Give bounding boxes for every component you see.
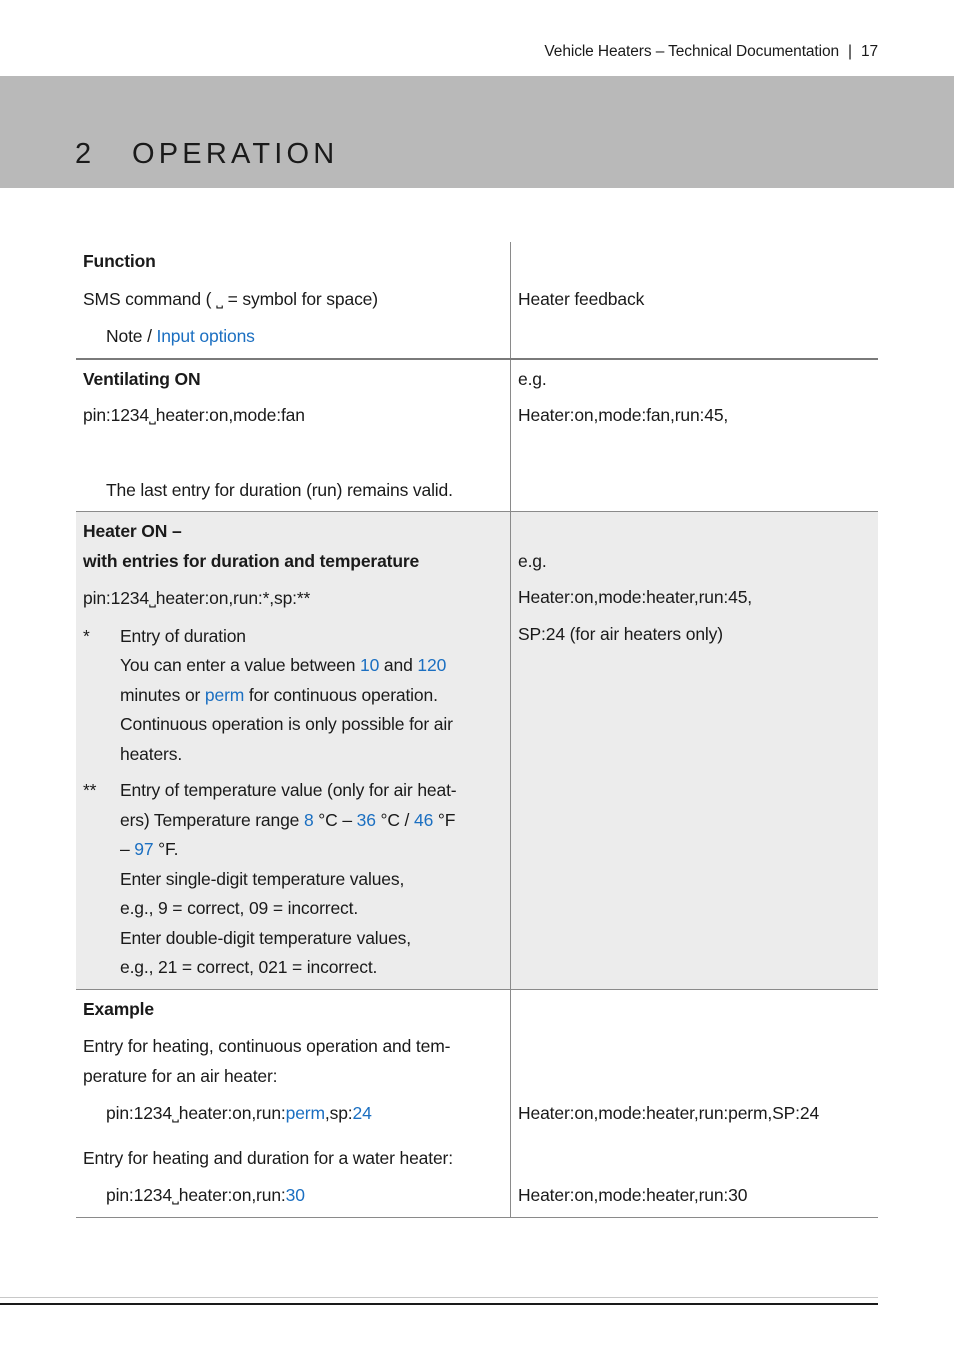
heater-on-title-line2: with entries for duration and temperature: [83, 550, 420, 571]
heater-on-feedback-cell: [511, 512, 878, 989]
double-digit-example: e.g., 21 = correct, 021 = incorrect.: [120, 957, 378, 977]
temperature-range-line: ers) Temperature range 8 °C – 36 °C / 46 °F: [120, 809, 456, 830]
temperature-line1: Entry of temperature value (only for air heat-: [120, 780, 457, 800]
example-run-value: 30: [285, 1185, 305, 1205]
footnote-temperature: [83, 776, 502, 983]
heater-on-title-line1: Heater ON –: [83, 521, 182, 541]
note-prefix: Note /: [106, 326, 157, 346]
chapter-heading: [75, 138, 338, 171]
running-head: [544, 43, 878, 61]
example-command2: pin:1234˽heater:on,run:30: [106, 1185, 305, 1205]
duration-note-line1: Continuous operation is only possible for air: [120, 714, 453, 734]
table-row-example: [76, 990, 878, 1218]
example-feedback-cell: [511, 990, 878, 1217]
note-input-options: [83, 322, 502, 352]
heater-on-command: pin:1234˽heater:on,run:*,sp:**: [83, 588, 311, 608]
chapter-band: [0, 76, 954, 188]
heater-on-feedback-line2: SP:24 (for air heaters only): [518, 623, 723, 644]
footnote-mark-single: *: [83, 625, 90, 646]
ventilating-note: The last entry for duration (run) remains valid.: [106, 479, 453, 500]
header-cell-feedback: [511, 242, 878, 358]
ventilating-title: Ventilating ON: [83, 368, 201, 389]
chapter-number: 2: [75, 138, 92, 170]
duration-perm-line: minutes or perm for continuous operation.: [120, 684, 438, 705]
ventilating-feedback: Heater:on,mode:fan,run:45,: [518, 405, 729, 425]
footer-rule-thin: [0, 1297, 878, 1298]
header-cell-function: [76, 242, 511, 358]
single-digit-example: e.g., 9 = correct, 09 = incorrect.: [120, 898, 359, 918]
temp-min-f: 46: [413, 809, 434, 830]
duration-min-value: 10: [360, 655, 380, 675]
ventilating-command-cell: [76, 360, 511, 512]
temp-max-c: 36: [356, 809, 376, 830]
footer-rule-thick: [0, 1303, 878, 1305]
example-desc1-line2: perature for an air heater:: [83, 1065, 278, 1086]
page-number: 17: [860, 43, 878, 60]
footnote-duration-title: Entry of duration: [120, 625, 246, 646]
example-perm-value: perm: [285, 1103, 325, 1123]
ventilating-command: pin:1234˽heater:on,mode:fan: [83, 405, 305, 425]
header-separator: |: [848, 43, 852, 60]
chapter-title: OPERATION: [132, 138, 339, 170]
temp-min-c: 8: [303, 809, 314, 830]
sms-command-table: [76, 242, 878, 1218]
example-feedback2: Heater:on,mode:heater,run:30: [518, 1185, 748, 1205]
heater-on-feedback-line1: Heater:on,mode:heater,run:45,: [518, 587, 753, 607]
temp-max-f: 97: [134, 839, 154, 859]
table-row-ventilating: [76, 360, 878, 513]
example-title: Example: [83, 998, 154, 1019]
example-command1: pin:1234˽heater:on,run:perm,sp:24: [106, 1103, 372, 1123]
example-sp-value: 24: [352, 1103, 372, 1123]
single-digit-note: Enter single-digit temperature values,: [120, 868, 405, 889]
ventilating-eg: e.g.: [518, 368, 547, 389]
example-desc1-line1: Entry for heating, continuous operation and tem-: [83, 1036, 451, 1056]
heater-feedback-label: Heater feedback: [518, 288, 645, 309]
heater-on-eg: e.g.: [518, 550, 547, 571]
duration-max-value: 120: [417, 655, 447, 675]
duration-range-line: You can enter a value between 10 and 120: [120, 655, 447, 675]
footnote-duration: [83, 622, 502, 770]
table-row-heater-on: [76, 512, 878, 990]
footnote-mark-double: **: [83, 780, 97, 800]
ventilating-feedback-cell: [511, 360, 878, 512]
doc-title: Vehicle Heaters – Technical Documentation: [544, 43, 840, 60]
perm-value: perm: [204, 684, 245, 705]
double-digit-note: Enter double-digit temperature values,: [120, 927, 411, 948]
table-header-row: [76, 242, 878, 360]
example-feedback1: Heater:on,mode:heater,run:perm,SP:24: [518, 1103, 820, 1123]
example-desc2: Entry for heating and duration for a water heater:: [83, 1147, 453, 1168]
sms-command-label: SMS command ( ˽ = symbol for space): [83, 288, 378, 309]
duration-note-line2: heaters.: [120, 743, 183, 764]
function-label: Function: [83, 251, 156, 271]
heater-on-command-cell: [76, 512, 511, 989]
example-command-cell: [76, 990, 511, 1217]
temperature-range-line2: – 97 °F.: [120, 839, 179, 859]
input-options-link[interactable]: Input options: [156, 326, 255, 346]
